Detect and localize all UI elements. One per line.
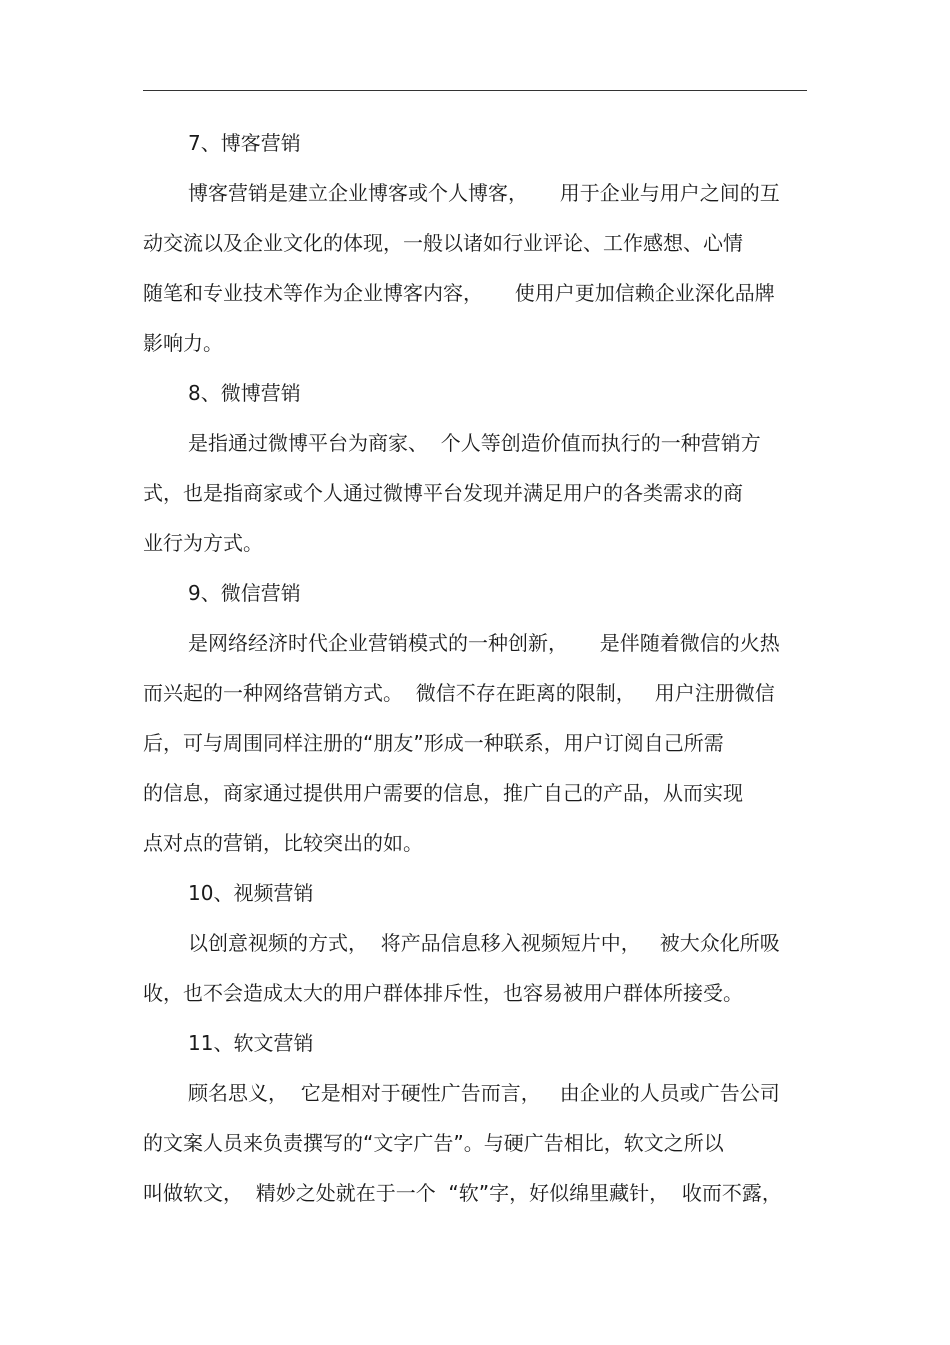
paragraph-line: 叫做软文， 精妙之处就在于一个 “软”字，好似绵里藏针， 收而不露， [143, 1181, 782, 1205]
paragraph-line: 是指通过微博平台为商家、 个人等创造价值而执行的一种营销方 [188, 431, 761, 455]
paragraph-line: 式，也是指商家或个人通过微博平台发现并满足用户的各类需求的商 [143, 481, 743, 505]
paragraph-line: 业行为方式。 [143, 531, 263, 555]
paragraph-line: 动交流以及企业文化的体现，一般以诸如行业评论、工作感想、心情 [143, 231, 743, 255]
section-heading: 11、软文营销 [188, 1031, 314, 1055]
document-body [143, 118, 807, 1218]
paragraph-line: 博客营销是建立企业博客或个人博客， 用于企业与用户之间的互 [188, 181, 780, 205]
paragraph-line: 而兴起的一种网络营销方式。 微信不存在距离的限制， 用户注册微信 [143, 681, 775, 705]
section-heading: 10、视频营销 [188, 881, 314, 905]
paragraph-line: 随笔和专业技术等作为企业博客内容， 使用户更加信赖企业深化品牌 [143, 281, 775, 305]
paragraph-line: 点对点的营销，比较突出的如。 [143, 831, 423, 855]
paragraph-line: 收，也不会造成太大的用户群体排斥性，也容易被用户群体所接受。 [143, 981, 743, 1005]
paragraph-line: 影响力。 [143, 331, 223, 355]
paragraph-line: 后，可与周围同样注册的“朋友”形成一种联系，用户订阅自己所需 [143, 731, 724, 755]
section-heading: 7、博客营销 [188, 131, 301, 155]
header-rule [143, 90, 807, 91]
paragraph-line: 的信息，商家通过提供用户需要的信息，推广自己的产品，从而实现 [143, 781, 743, 805]
paragraph-line: 以创意视频的方式， 将产品信息移入视频短片中， 被大众化所吸 [188, 931, 780, 955]
section-heading: 8、微博营销 [188, 381, 301, 405]
paragraph-line: 顾名思义， 它是相对于硬性广告而言， 由企业的人员或广告公司 [188, 1081, 780, 1105]
section-heading: 9、微信营销 [188, 581, 301, 605]
paragraph-line: 的文案人员来负责撰写的“文字广告”。与硬广告相比，软文之所以 [143, 1131, 724, 1155]
paragraph-line: 是网络经济时代企业营销模式的一种创新， 是伴随着微信的火热 [188, 631, 780, 655]
